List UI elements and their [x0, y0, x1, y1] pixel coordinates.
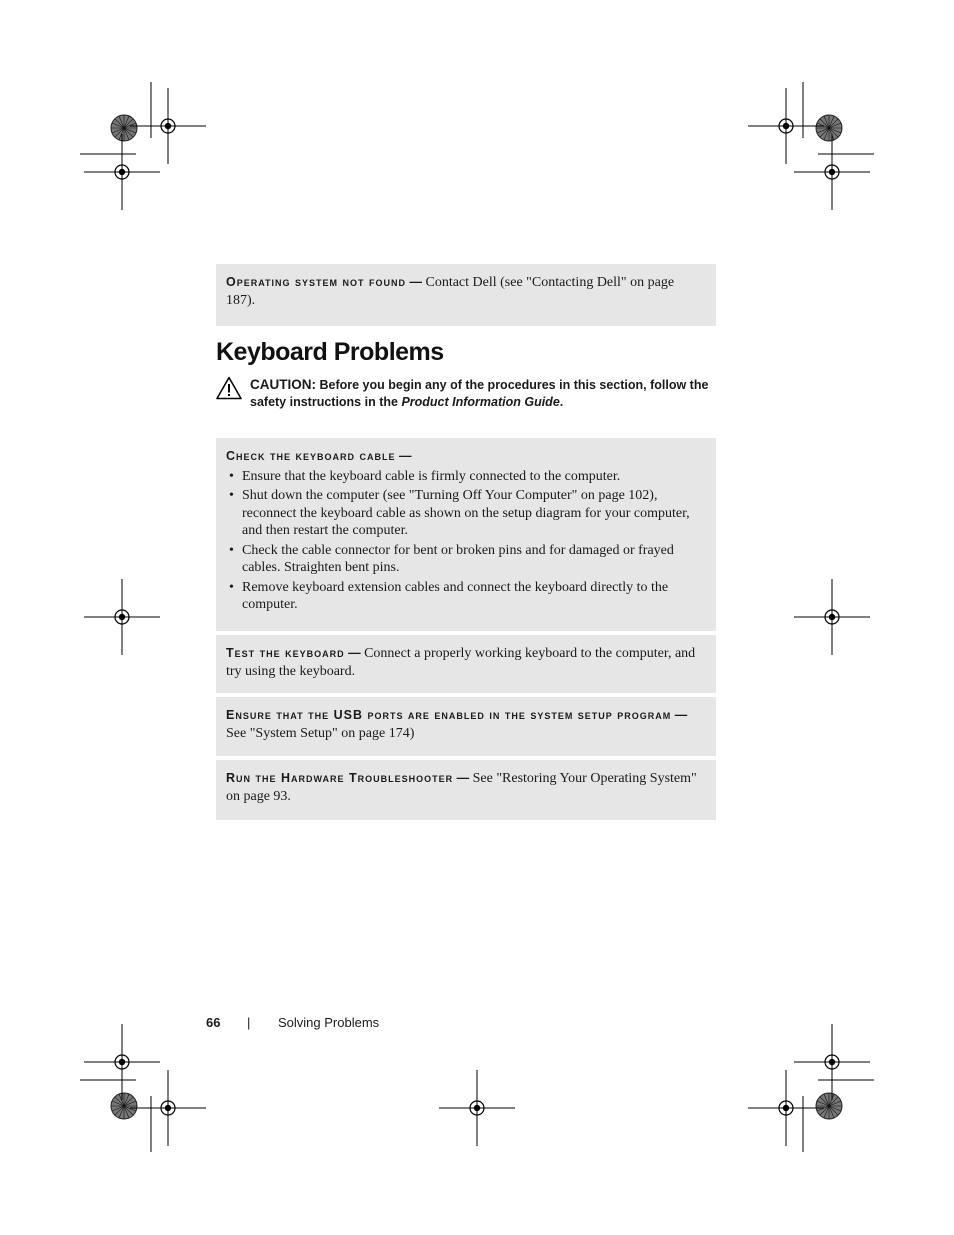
caution-guide-title: Product Information Guide: [401, 395, 560, 409]
caution-period: .: [559, 395, 564, 409]
check-cable-heading: Check the keyboard cable: [226, 449, 396, 463]
list-item: • Shut down the computer (see "Turning Off Your Computer" on page 102), reconnect the keyboard cable as shown on the setup diagram for your computer, and then restart the computer.: [226, 487, 706, 540]
registration-mark-icon: [816, 115, 842, 141]
registration-mark-icon: [794, 579, 870, 655]
heading-dash: —: [348, 646, 361, 660]
usb-ports-box: [216, 697, 716, 756]
test-keyboard-text: Connect a properly working keyboard to the computer, and try using the keyboard.: [226, 646, 696, 679]
registration-mark-icon: [816, 1093, 842, 1119]
registration-mark-icon: [84, 1024, 160, 1100]
caution-label: CAUTION:: [250, 377, 316, 392]
heading-dash: —: [674, 708, 688, 722]
check-cable-box: [216, 438, 716, 631]
registration-mark-icon: [111, 1093, 137, 1119]
hardware-troubleshooter-box: [216, 760, 716, 820]
registration-mark-icon: [748, 1070, 824, 1146]
os-not-found-text: Contact Dell (see "Contacting Dell" on page 187).: [226, 275, 675, 308]
registration-mark-icon: [439, 1070, 515, 1146]
os-not-found-heading: Operating system not found: [226, 275, 406, 289]
usb-ports-text: See "System Setup" on page 174): [226, 725, 415, 741]
footer-separator: |: [247, 1015, 251, 1030]
registration-mark-icon: [794, 1024, 870, 1100]
heading-dash: —: [398, 449, 412, 463]
registration-mark-icon: [84, 134, 160, 210]
list-item: • Check the cable connector for bent or broken pins and for damaged or frayed cables. Straighten bent pins.: [226, 542, 706, 577]
heading-dash: —: [456, 771, 470, 785]
footer-section-name: Solving Problems: [278, 1015, 380, 1030]
caution-text: Before you begin any of the procedures in this section, follow the safety instructions in the: [250, 378, 709, 409]
check-cable-list: [226, 468, 706, 614]
registration-mark-icon: [111, 115, 137, 141]
hardware-troubleshooter-text: See "Restoring Your Operating System" on page 93.: [226, 771, 697, 804]
caution-notice: [216, 376, 716, 411]
heading-dash: —: [409, 275, 422, 289]
registration-mark-icon: [794, 134, 870, 210]
test-keyboard-box: [216, 635, 716, 693]
page-number: 66: [206, 1015, 221, 1030]
registration-mark-icon: [130, 88, 206, 164]
registration-mark-icon: [748, 88, 824, 164]
registration-mark-icon: [84, 579, 160, 655]
list-item: • Ensure that the keyboard cable is firmly connected to the computer.: [226, 468, 706, 486]
usb-ports-heading: Ensure that the USB ports are enabled in the system setup program: [226, 708, 672, 722]
test-keyboard-heading: Test the keyboard: [226, 646, 345, 660]
os-not-found-box: [216, 264, 716, 326]
registration-mark-icon: [130, 1070, 206, 1146]
section-title: Keyboard Problems: [216, 338, 444, 366]
warning-triangle-icon: [216, 376, 242, 400]
hardware-troubleshooter-heading: Run the Hardware Troubleshooter: [226, 771, 454, 785]
list-item: • Remove keyboard extension cables and connect the keyboard directly to the computer.: [226, 579, 706, 614]
